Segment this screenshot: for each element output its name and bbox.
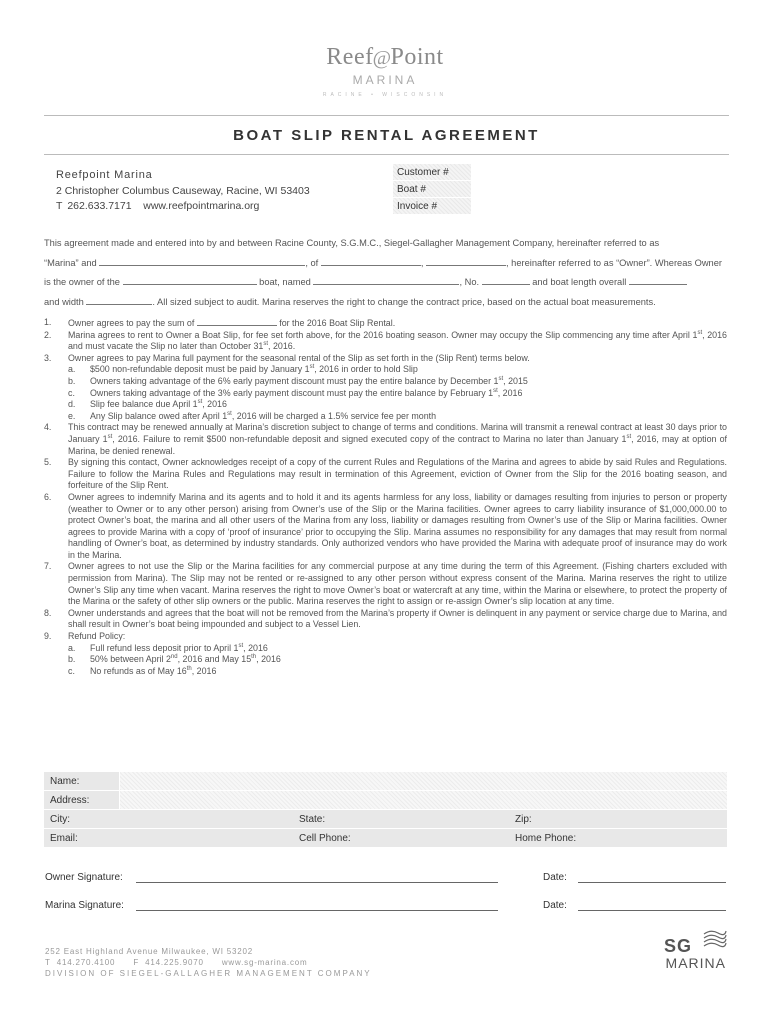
customer-number-field[interactable]: Customer # <box>393 164 471 181</box>
footer-contact: T 414.270.4100 F 414.225.9070 www.sg-marina.com <box>45 958 308 967</box>
logo-location: RACINE • WISCONSIN <box>322 92 448 98</box>
marina-date-label: Date: <box>543 900 567 911</box>
cell-phone-label: Cell Phone: <box>299 833 351 844</box>
term-7: 7. Owner agrees to not use the Slip or the Marina facilities for any commercial purpose at any time during the term of this Agreement. (Fishing charters excluded with permission from Marina). The Slip may not be rented or re-assigned to any other person without express consent of the Marina. Marina reserves the right to utilize Owner’s Slip any time when vacant. Marina reserves the right to move Owner’s boat or watercraft at any time, within the Marina or elsewhere, to protect the property of the Marina or the safety of other slip owners or the public. Marina reserves the right to assign or re-assign Owner’s slip location at any time. <box>44 561 727 607</box>
sg-marina-word: MARINA <box>665 955 726 971</box>
term-1: 1. Owner agrees to pay the sum of for the 2016 Boat Slip Rental. <box>44 317 396 328</box>
term-3c: c. Owners taking advantage of the 3% early payment discount must pay the entire balance by February 1st, 2016 <box>68 387 523 398</box>
owner-name-blank[interactable] <box>99 257 305 266</box>
zip-label: Zip: <box>515 814 532 825</box>
boat-length-blank[interactable] <box>629 276 687 285</box>
address-row <box>44 791 727 810</box>
boat-type-blank[interactable] <box>123 276 257 285</box>
footer-division: DIVISION OF SIEGEL-GALLAGHER MANAGEMENT COMPANY <box>45 969 372 978</box>
boat-name-blank[interactable] <box>313 276 459 285</box>
intro-line-4: and width . All sized subject to audit. Marina reserves the right to change the contract price, based on the actual boat measurements. <box>44 296 656 307</box>
company-address: 2 Christopher Columbus Causeway, Racine, WI 53403 <box>56 185 310 197</box>
reefpoint-logo <box>0 44 770 98</box>
city-row[interactable] <box>44 810 727 829</box>
home-phone-label: Home Phone: <box>515 833 577 844</box>
title-bar <box>44 115 729 155</box>
email-label: Email: <box>50 833 78 844</box>
sg-flag-icon <box>702 928 728 950</box>
name-label: Name: <box>44 772 120 791</box>
term-9b: b. 50% between April 2nd, 2016 and May 15th, 2016 <box>68 654 281 665</box>
boat-number-field[interactable]: Boat # <box>393 181 471 198</box>
city-label: City: <box>50 814 70 825</box>
marina-signature-label: Marina Signature: <box>45 900 124 911</box>
term-3d: d. Slip fee balance due April 1st, 2016 <box>68 399 227 410</box>
contact-row[interactable] <box>44 829 727 848</box>
boat-width-blank[interactable] <box>86 296 152 305</box>
rental-sum-blank[interactable] <box>197 317 277 326</box>
term-3b: b. Owners taking advantage of the 6% early payment discount must pay the entire balance by December 1st, 2015 <box>68 375 528 386</box>
invoice-number-field[interactable]: Invoice # <box>393 198 471 215</box>
term-6: 6. Owner agrees to indemnify Marina and its agents and to hold it and its agents harmless for any loss, liability or damages resulting from injuries to person or property (weather to Owner or to any other person) arising from Owner’s use of the Slip or the Marina facilities. Owner agrees to carry liability insurance of $1,000,000.00 to protect Owner’s boat, the marina and all other users of the Marina from any loss, liability or damages resulting from Owner’s use of the Slip or Marina facilities. Owner agrees to provide Marina with a copy of ‘proof of insurance’ prior to occupying the Slip. Marina assumes no responsibility for any damages that may result from normal handling of Owner’s boat, as determined by industry standards. Only authorized vendors who have provided the Marina with adequate proof of insurance may do work in the Marina. <box>44 491 727 560</box>
owner-date-label: Date: <box>543 872 567 883</box>
owner-city-blank[interactable] <box>321 257 421 266</box>
term-9c: c. No refunds as of May 16th, 2016 <box>68 665 217 676</box>
footer-street: 252 East Highland Avenue Milwaukee, WI 53202 <box>45 947 254 956</box>
address-field[interactable] <box>120 791 727 810</box>
marina-date-line[interactable] <box>578 910 726 911</box>
term-3: 3. Owner agrees to pay Marina full payment for the seasonal rental of the Slip as set forth in the (Slip Rent) terms below. <box>44 352 530 363</box>
footer-address <box>45 946 372 979</box>
sg-letters: SG <box>664 936 693 956</box>
page-title: BOAT SLIP RENTAL AGREEMENT <box>233 126 540 144</box>
intro-line-1: This agreement made and entered into by and between Racine County, S.G.M.C., Siegel-Gallagher Management Company, hereinafter referred to as <box>44 238 660 248</box>
state-label: State: <box>299 814 326 825</box>
logo-marina: MARINA <box>352 73 418 87</box>
boat-number-blank[interactable] <box>482 276 530 285</box>
term-2: 2. Marina agrees to rent to Owner a Boat Slip, for fee set forth above, for the 2016 boating season. Owner may occupy the Slip commencing any time after April 1st, 2016 and must vacate the Slip no later than October 31st, 2016. <box>44 329 727 352</box>
company-contact: T 262.633.7171 www.reefpointmarina.org <box>56 200 260 212</box>
intro-paragraph <box>44 234 727 312</box>
owner-signature-label: Owner Signature: <box>45 872 123 883</box>
owner-signature-line[interactable] <box>136 882 498 883</box>
intro-line-2: “Marina” and , of , , hereinafter referred to as “Owner”. Whereas Owner <box>44 257 722 268</box>
term-9: 9. Refund Policy: <box>44 631 126 642</box>
term-8: 8. Owner understands and agrees that the boat will not be removed from the Marina’s property if Owner is delinquent in any payment or service charge due to Marina, and shall result in Owner’s boat being impounded and subject to a Vessel Lien. <box>44 607 727 630</box>
company-address-block <box>56 168 310 214</box>
owner-date-line[interactable] <box>578 882 726 883</box>
name-row <box>44 772 727 791</box>
term-3a: a. $500 non-refundable deposit must be paid by January 1st, 2016 in order to hold Slip <box>68 364 418 375</box>
term-3e: e. Any Slip balance owed after April 1st, 2016 will be charged a 1.5% service fee per month <box>68 410 437 421</box>
address-label: Address: <box>44 791 120 810</box>
terms-list <box>44 317 727 677</box>
owner-info-table <box>44 772 727 848</box>
term-5: 5. By signing this contact, Owner acknowledges receipt of a copy of the current Rules and Regulations of the Marina and agrees to abide by said Rules and Regulations. Failure to follow the Marina Rules and Regulations may result in termination of this Agreement, eviction of Owner from the Slip for the 2016 boating season, and forfeiture of the Slip Rent. <box>44 457 727 491</box>
intro-line-3: is the owner of the boat, named , No. and boat length overall <box>44 273 727 293</box>
owner-state-blank[interactable] <box>426 257 506 266</box>
company-name: Reefpoint Marina <box>56 169 153 181</box>
customer-box <box>393 164 471 215</box>
marina-signature-line[interactable] <box>136 910 498 911</box>
logo-wordmark: Reef@Point <box>326 44 444 70</box>
term-9a: a. Full refund less deposit prior to April 1st, 2016 <box>68 642 268 653</box>
term-4: 4. This contract may be renewed annually at Marina’s discretion subject to change of terms and conditions. Marina will transmit a renewal contract at least 30 days prior to January 1st, 2016. Failure to remit $500 non-refundable deposit and signed executed copy of the contract to Marina no later than January 1st, 2016, may at option of Marina, be denied renewal. <box>44 422 727 456</box>
name-field[interactable] <box>120 772 727 791</box>
sg-marina-logo <box>662 931 726 971</box>
